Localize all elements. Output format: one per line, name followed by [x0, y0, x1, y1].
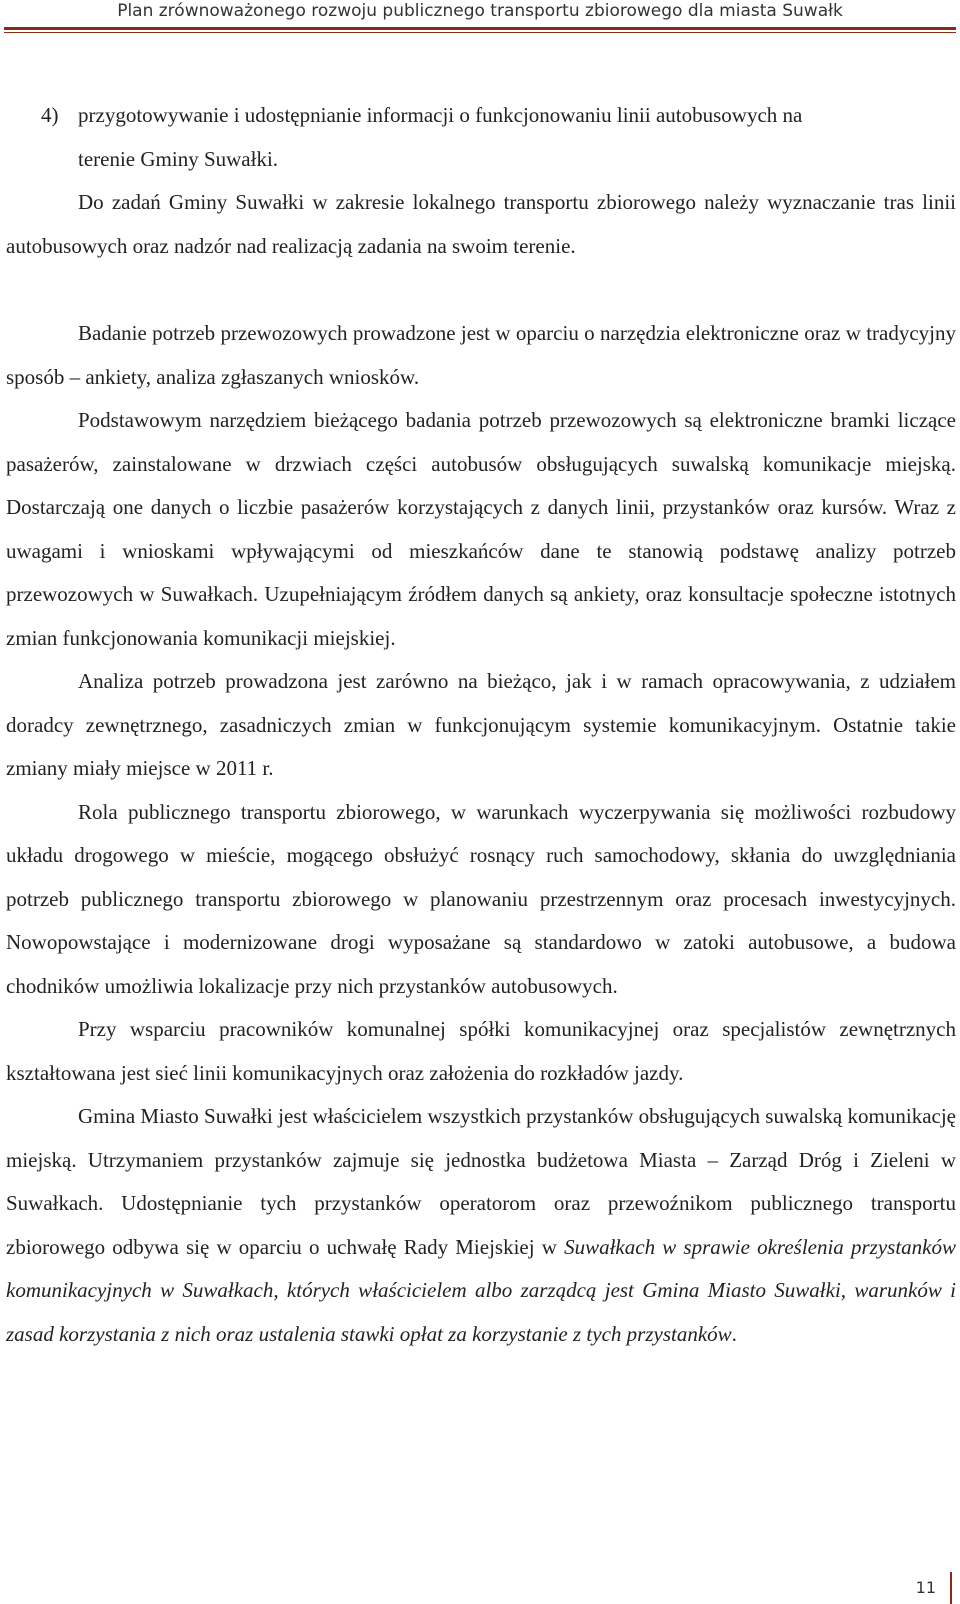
list-item	[6, 94, 956, 138]
paragraph-7-end: .	[731, 1321, 737, 1346]
paragraph-3: Podstawowym narzędziem bieżącego badania potrzeb przewozowych są elektroniczne bramki liczące pasażerów, zainstalowane w drzwiach części autobusów obsługujących suwalską komunikacje miejską. Dostarczają one danych o liczbie pasażerów korzystających z danych linii, przystanków oraz kursów. Wraz z uwagami i wnioskami wpływającymi od mieszkańców dane te stanowią podstawę analizy potrzeb przewozowych w Suwałkach. Uzupełniającym źródłem danych są ankiety, oraz konsultacje społeczne istotnych zmian funkcjonowania komunikacji miejskiej.	[6, 408, 956, 650]
paragraph-6: Przy wsparciu pracowników komunalnej spółki komunikacyjnej oraz specjalistów zewnętrznych kształtowana jest sieć linii komunikacyjnych oraz założenia do rozkładów jazdy.	[6, 1017, 956, 1085]
header-rule-thin	[4, 32, 956, 33]
paragraph-1: Do zadań Gminy Suwałki w zakresie lokalnego transportu zbiorowego należy wyznaczanie tras linii autobusowych oraz nadzór nad realizacją zadania na swoim terenie.	[6, 190, 956, 258]
paragraph-5: Rola publicznego transportu zbiorowego, w warunkach wyczerpywania się możliwości rozbudowy układu drogowego w mieście, mogącego obsłużyć rosnący ruch samochodowy, skłania do uwzględniania potrzeb publicznego transportu zbiorowego w planowaniu przestrzennym oraz procesach inwestycyjnych. Nowopowstające i modernizowane drogi wyposażane są standardowo w zatoki autobusowe, a budowa chodników umożliwia lokalizacje przy nich przystanków autobusowych.	[6, 799, 956, 998]
document-body	[6, 94, 956, 1356]
header-rule-thick	[4, 27, 956, 30]
list-item-line1: przygotowywanie i udostępnianie informacji o funkcjonowaniu linii autobusowych na	[78, 103, 803, 127]
paragraph-7-text: Gmina Miasto Suwałki jest właścicielem wszystkich przystanków obsługujących suwalską komunikację miejską. Utrzymaniem przystanków zajmuje się jednostka budżetowa Miasta – Zarząd Dróg i Zieleni w Suwałkach. Udostępnianie tych przystanków operatorom oraz przewoźnikom publicznego transportu zbiorowego odbywa się w oparciu o uchwałę Rady Miejskiej w	[6, 1104, 956, 1259]
running-header	[0, 0, 960, 36]
spacer	[6, 268, 956, 312]
page-number: 11	[915, 1578, 936, 1597]
resolution-title: Suwałkach w sprawie określenia przystanków komunikacyjnych w Suwałkach, których właścicielem albo zarządcą jest Gmina Miasto Suwałki, warunków i zasad korzystania z nich oraz ustalenia stawki opłat za korzystanie z tych przystanków	[6, 1234, 956, 1346]
header-title: Plan zrównoważonego rozwoju publicznego transportu zbiorowego dla miasta Suwałk	[117, 1, 843, 21]
paragraph-4: Analiza potrzeb prowadzona jest zarówno na bieżąco, jak i w ramach opracowywania, z udziałem doradcy zewnętrznego, zasadniczych zmian w funkcjonującym systemie komunikacyjnym. Ostatnie takie zmiany miały miejsce w 2011 r.	[6, 669, 956, 780]
page-number-bar	[950, 1572, 952, 1604]
paragraph-7	[6, 1095, 956, 1356]
paragraph-2: Badanie potrzeb przewozowych prowadzone jest w oparciu o narzędzia elektroniczne oraz w tradycyjny sposób – ankiety, analiza zgłaszanych wniosków.	[6, 321, 956, 389]
list-item-line2: terenie Gminy Suwałki.	[78, 146, 279, 171]
list-item-number: 4)	[41, 103, 59, 127]
